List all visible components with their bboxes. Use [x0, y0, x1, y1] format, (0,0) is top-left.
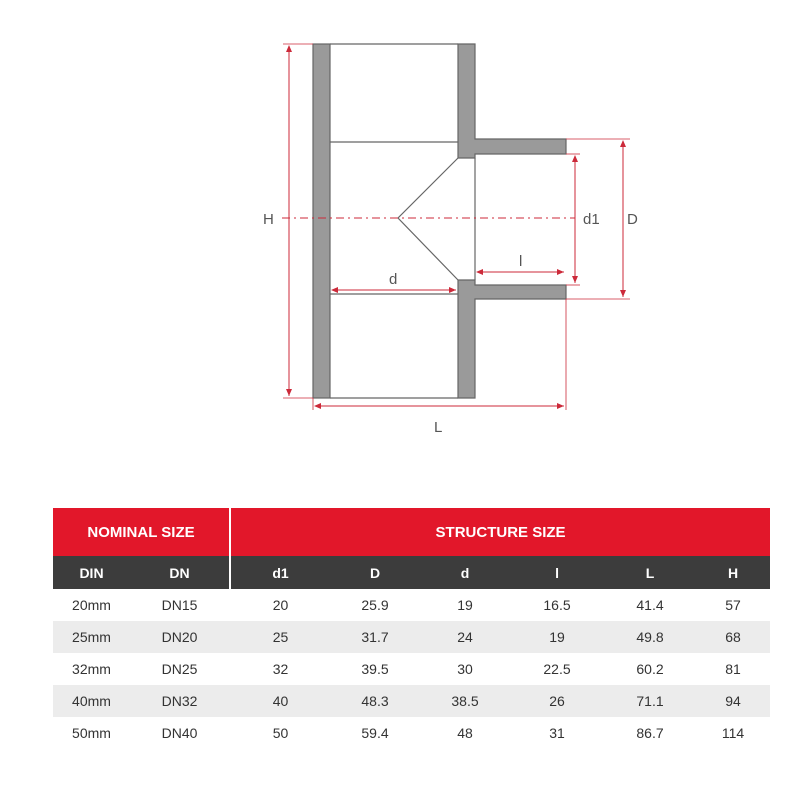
table-cell: 71.1	[604, 685, 696, 717]
table-row	[53, 717, 770, 749]
table-cell: 59.4	[361, 725, 389, 741]
column-header-row	[53, 556, 770, 589]
table-row	[53, 685, 770, 717]
table-row	[53, 589, 770, 621]
label-H: H	[263, 211, 274, 228]
table-row	[53, 653, 770, 685]
table-cell: 49.8	[604, 621, 696, 653]
label-D: D	[627, 211, 638, 228]
header-structure-size: STRUCTURE SIZE	[230, 508, 770, 556]
table-cell: 32mm	[72, 661, 111, 677]
table-cell: 16.5	[543, 597, 571, 613]
table-cell: 50mm	[72, 725, 111, 741]
table-cell: 81	[725, 661, 741, 677]
table-cell: 19	[457, 597, 473, 613]
table-cell: 114	[721, 725, 745, 741]
col-header: l	[510, 556, 604, 589]
bore-lines	[330, 44, 475, 398]
table-cell: 25	[230, 621, 330, 653]
label-L: L	[434, 419, 443, 436]
table-cell: 31.7	[330, 621, 420, 653]
table-cell: 41.4	[636, 597, 664, 613]
table-cell: 32	[272, 661, 289, 677]
table-cell: 40	[230, 685, 330, 717]
table-cell: DN32	[130, 685, 230, 717]
table-cell: DN25	[161, 661, 198, 677]
table-row	[53, 621, 770, 653]
table-cell: 25.9	[361, 597, 389, 613]
table-cell: 94	[696, 685, 770, 717]
group-header-row	[53, 508, 770, 556]
table-cell: DN15	[161, 597, 198, 613]
table-cell: 48.3	[330, 685, 420, 717]
table-cell: DN40	[161, 725, 198, 741]
extension-lines	[283, 44, 630, 410]
table-cell: 30	[457, 661, 473, 677]
table-cell: DN20	[130, 621, 230, 653]
table-cell: 25mm	[53, 621, 130, 653]
table-cell: 60.2	[636, 661, 664, 677]
table-cell: 48	[457, 725, 473, 741]
col-header: D	[330, 556, 420, 589]
tee-body	[313, 44, 566, 398]
table-cell: 86.7	[636, 725, 664, 741]
table-cell: 39.5	[361, 661, 389, 677]
table-cell: 22.5	[543, 661, 571, 677]
table-cell: 50	[272, 725, 289, 741]
table-cell: 38.5	[420, 685, 510, 717]
lower-inner-wall	[458, 280, 566, 398]
table-cell: 68	[696, 621, 770, 653]
col-header: L	[604, 556, 696, 589]
label-d: d	[389, 271, 398, 288]
table-cell: 19	[510, 621, 604, 653]
col-header: DIN	[53, 556, 130, 589]
table-cell: 20	[272, 597, 289, 613]
col-header: DN	[130, 556, 230, 589]
table-cell: 24	[420, 621, 510, 653]
spec-table	[53, 508, 770, 749]
label-l: l	[519, 253, 523, 270]
label-d1: d1	[583, 211, 600, 228]
col-header: d1	[230, 556, 330, 589]
table-cell: 20mm	[72, 597, 111, 613]
left-wall	[313, 44, 330, 398]
header-nominal-size: NOMINAL SIZE	[53, 508, 230, 556]
col-header: d	[420, 556, 510, 589]
table-cell: 57	[725, 597, 741, 613]
table-cell: 26	[510, 685, 604, 717]
upper-inner-wall	[458, 44, 566, 158]
table-cell: 31	[549, 725, 565, 741]
dimension-lines	[289, 46, 623, 406]
col-header: H	[696, 556, 770, 589]
table-cell: 40mm	[53, 685, 130, 717]
